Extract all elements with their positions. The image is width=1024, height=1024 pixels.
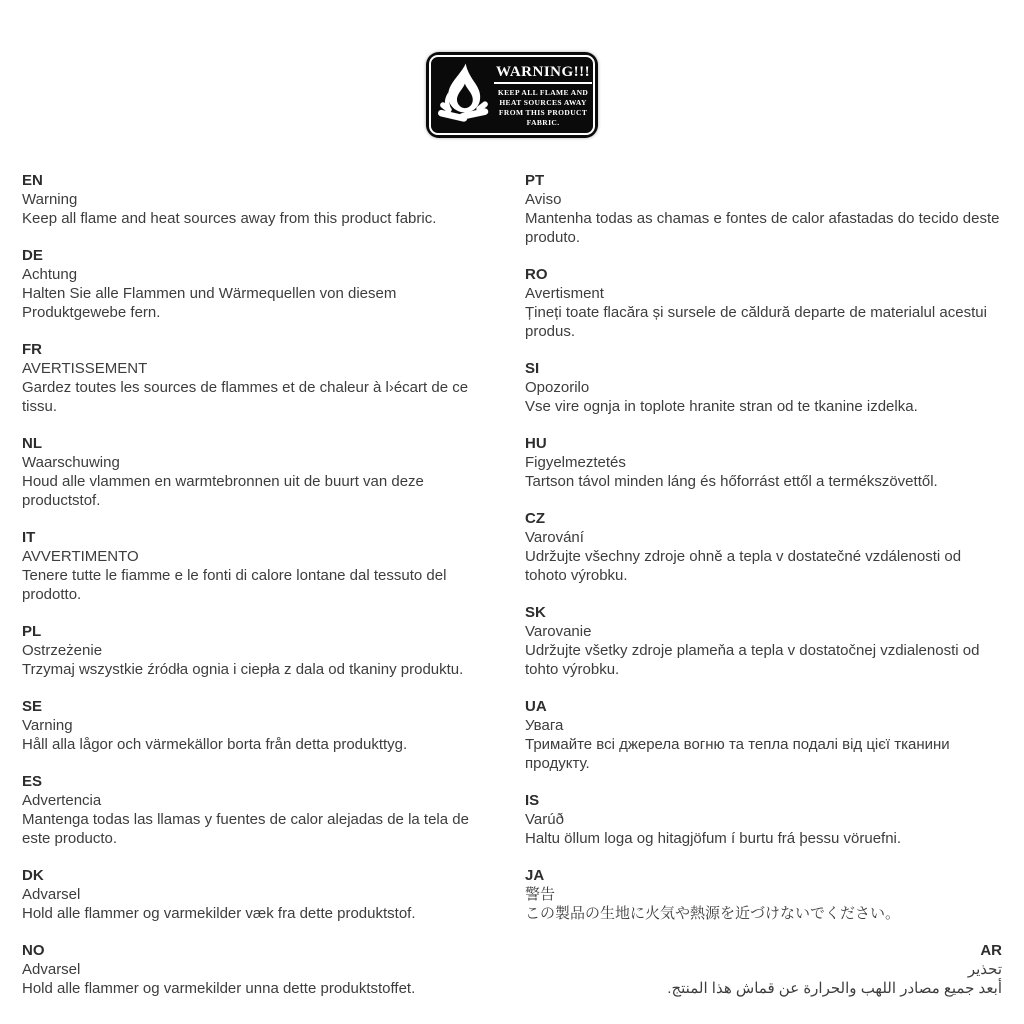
lang-section-pt (525, 171, 1002, 247)
lang-section-es (22, 772, 499, 848)
lang-body: Тримайте всі джерела вогню та тепла подалі від цієї тканини продукту. (525, 736, 950, 772)
lang-code: FR (22, 341, 42, 358)
lang-section-is (525, 791, 1002, 848)
lang-code: NL (22, 435, 42, 452)
lang-title: Advarsel (22, 961, 81, 978)
lang-section-de (22, 246, 499, 322)
lang-code: AR (980, 942, 1002, 959)
warning-badge-inner (429, 55, 595, 135)
lang-body: Hold alle flammer og varmekilder væk fra dette produktstof. (22, 905, 416, 922)
lang-body: Mantenha todas as chamas e fontes de calor afastadas do tecido deste produto. (525, 210, 1000, 246)
lang-body: Țineți toate flacăra și sursele de căldură departe de materialul acestui produs. (525, 304, 987, 340)
lang-body: Hold alle flammer og varmekilder unna dette produktstoffet. (22, 980, 416, 997)
lang-code: UA (525, 698, 547, 715)
lang-body: Keep all flame and heat sources away from this product fabric. (22, 210, 437, 227)
lang-code: DE (22, 247, 43, 264)
lang-section-en (22, 171, 499, 228)
lang-body: Tartson távol minden láng és hőforrást ettől a termékszövettől. (525, 473, 938, 490)
lang-code: EN (22, 172, 43, 189)
lang-code: CZ (525, 510, 545, 527)
warning-subtext-line-2: HEAT SOURCES AWAY (499, 97, 587, 107)
lang-title: Advarsel (22, 886, 81, 903)
lang-section-dk (22, 866, 499, 923)
lang-title: تحذير (967, 961, 1002, 978)
lang-code: IT (22, 529, 36, 546)
lang-title: Waarschuwing (22, 454, 120, 471)
lang-title: Varování (525, 529, 584, 546)
lang-body: Udržujte všetky zdroje plameňa a tepla v dostatočnej vzdialenosti od tohto výrobku. (525, 642, 980, 678)
lang-code: SE (22, 698, 43, 715)
lang-title: Varning (22, 717, 73, 734)
lang-section-ua (525, 697, 1002, 773)
lang-body: Tenere tutte le fiamme e le fonti di calore lontane dal tessuto del prodotto. (22, 567, 447, 603)
lang-section-ar (525, 941, 1002, 998)
lang-section-no (22, 941, 499, 998)
lang-body: Udržujte všechny zdroje ohně a tepla v dostatečné vzdálenosti od tohoto výrobku. (525, 548, 962, 584)
lang-section-hu (525, 434, 1002, 491)
lang-section-pl (22, 622, 499, 679)
lang-body: Haltu öllum loga og hitagjöfum í burtu frá þessu vöruefni. (525, 830, 902, 847)
lang-code: RO (525, 266, 548, 283)
lang-code: PT (525, 172, 545, 189)
lang-title: Figyelmeztetés (525, 454, 626, 471)
lang-title: Увага (525, 717, 564, 734)
lang-code: IS (525, 792, 540, 809)
warning-badge (426, 52, 598, 138)
lang-body: Halten Sie alle Flammen und Wärmequellen von diesem Produktgewebe fern. (22, 285, 397, 321)
lang-section-se (22, 697, 499, 754)
lang-title: 警告 (525, 886, 556, 903)
warning-subtext-line-4: FABRIC. (526, 117, 560, 127)
lang-section-sk (525, 603, 1002, 679)
lang-code: NO (22, 942, 45, 959)
lang-title: Ostrzeżenie (22, 642, 103, 659)
left-column (22, 171, 499, 1016)
lang-body: أبعد جميع مصادر اللهب والحرارة عن قماش هذا المنتج. (667, 980, 1002, 997)
lang-title: Advertencia (22, 792, 102, 809)
lang-title: Aviso (525, 191, 562, 208)
lang-title: Opozorilo (525, 379, 590, 396)
lang-code: ES (22, 773, 43, 790)
lang-code: DK (22, 867, 44, 884)
lang-code: PL (22, 623, 42, 640)
warning-subtext-line-1: KEEP ALL FLAME AND (497, 87, 589, 97)
warning-subtext-line-3: FROM THIS PRODUCT (498, 107, 588, 117)
right-column (525, 171, 1002, 1016)
warning-badge-text (494, 63, 592, 128)
lang-section-ro (525, 265, 1002, 341)
lang-body: Trzymaj wszystkie źródła ognia i ciepła z dala od tkaniny produktu. (22, 661, 464, 678)
lang-section-it (22, 528, 499, 604)
lang-body: この製品の生地に火気や熱源を近づけないでください。 (525, 905, 901, 922)
lang-title: Varovanie (525, 623, 592, 640)
lang-title: AVVERTIMENTO (22, 548, 139, 565)
lang-body: Vse vire ognja in toplote hranite stran od te tkanine izdelka. (525, 398, 918, 415)
warning-title: WARNING!!! (494, 64, 592, 84)
campfire-icon (434, 62, 494, 128)
lang-section-si (525, 359, 1002, 416)
lang-code: HU (525, 435, 547, 452)
language-columns (0, 171, 1024, 1016)
warning-badge-area (0, 0, 1024, 138)
lang-section-nl (22, 434, 499, 510)
lang-title: AVERTISSEMENT (22, 360, 148, 377)
lang-code: JA (525, 867, 545, 884)
lang-body: Håll alla lågor och värmekällor borta från detta produkttyg. (22, 736, 408, 753)
lang-title: Varúð (525, 811, 564, 828)
lang-section-fr (22, 340, 499, 416)
lang-section-ja (525, 866, 1002, 923)
lang-section-cz (525, 509, 1002, 585)
lang-code: SK (525, 604, 546, 621)
lang-body: Gardez toutes les sources de flammes et de chaleur à l›écart de ce tissu. (22, 379, 469, 415)
lang-title: Warning (22, 191, 78, 208)
lang-title: Avertisment (525, 285, 604, 302)
lang-title: Achtung (22, 266, 78, 283)
lang-code: SI (525, 360, 540, 377)
lang-body: Houd alle vlammen en warmtebronnen uit de buurt van deze productstof. (22, 473, 424, 509)
lang-body: Mantenga todas las llamas y fuentes de calor alejadas de la tela de este producto. (22, 811, 469, 847)
